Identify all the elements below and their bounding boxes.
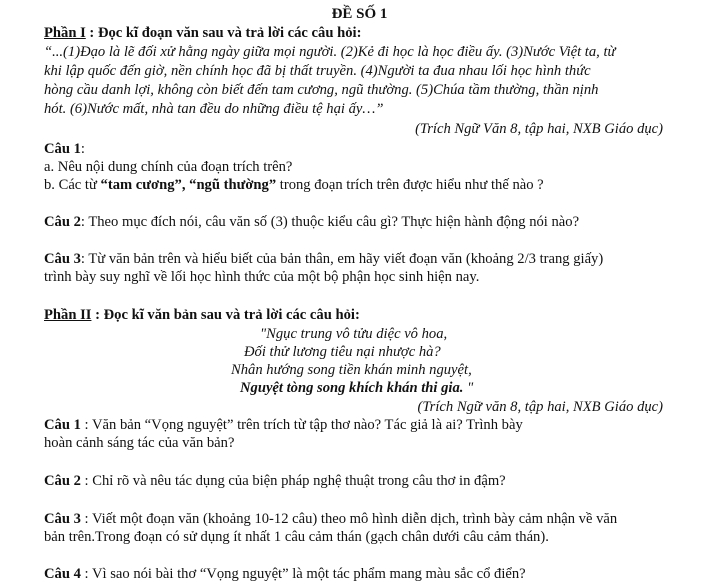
part2-question-2 bbox=[44, 472, 506, 490]
part1-question-2 bbox=[44, 213, 579, 231]
part2-q1-label: Câu 1 bbox=[44, 417, 81, 433]
part1-source: (Trích Ngữ Văn 8, tập hai, NXB Giáo dục) bbox=[415, 121, 663, 137]
exam-title: ĐỀ SỐ 1 bbox=[331, 6, 388, 22]
q1b-term-ngu-thuong: “ngũ thường” bbox=[189, 177, 277, 193]
part1-q3-text-1: : Từ văn bản trên và hiểu biết của bản thân, em hãy viết đoạn văn (khoảng 2/3 trang giấy) bbox=[80, 251, 604, 267]
part1-q1a: a. Nêu nội dung chính của đoạn trích trên? bbox=[44, 159, 293, 175]
part2-source: (Trích Ngữ văn 8, tập hai, NXB Giáo dục) bbox=[417, 399, 663, 415]
part2-q2-label: Câu 2 bbox=[44, 473, 81, 489]
part1-question-1-heading bbox=[44, 140, 85, 158]
part1-passage-line-4: hót. (6)Nước mất, nhà tan đều do những điều tệ hại ấy…” bbox=[44, 101, 384, 117]
part2-heading-rest: : Đọc kĩ văn bản sau và trả lời các câu hỏi: bbox=[91, 307, 360, 323]
poem-line-2: Đối thử lương tiêu nại nhược hà? bbox=[244, 344, 441, 360]
part2-q3-text-1: : Viết một đoạn văn (khoảng 10-12 câu) theo mô hình diễn dịch, trình bày cảm nhận về văn bbox=[80, 511, 618, 527]
q1b-pre: b. Các từ bbox=[44, 177, 101, 193]
part2-question-1-line-2: hoàn cảnh sáng tác của văn bản? bbox=[44, 435, 235, 451]
part2-q2-text: : Chỉ rõ và nêu tác dụng của biện pháp nghệ thuật trong câu thơ in đậm? bbox=[80, 473, 506, 489]
part1-heading bbox=[44, 24, 361, 42]
part1-passage-line-2: khi lập quốc đến giờ, nền chính học đã bị thất truyền. (4)Người ta đua nhau lối học hình thức bbox=[44, 63, 591, 79]
part1-q2-label: Câu 2 bbox=[44, 214, 81, 230]
part2-q4-text: : Vì sao nói bài thơ “Vọng nguyệt” là một tác phẩm mang màu sắc cổ điển? bbox=[80, 566, 526, 582]
part2-heading bbox=[44, 306, 360, 324]
part1-q3-label: Câu 3 bbox=[44, 251, 81, 267]
poem-bold-line: Nguyệt tòng song khích khán thi gia. bbox=[240, 380, 464, 396]
part1-question-3-line-1 bbox=[44, 250, 603, 268]
poem-line-3: Nhân hướng song tiền khán minh nguyệt, bbox=[231, 362, 472, 378]
part1-heading-rest: : Đọc kĩ đoạn văn sau và trả lời các câu hỏi: bbox=[85, 25, 362, 41]
part1-q1-label: Câu 1 bbox=[44, 141, 81, 157]
part2-q3-label: Câu 3 bbox=[44, 511, 81, 527]
part1-q1-colon: : bbox=[80, 141, 85, 157]
part1-q1b bbox=[44, 176, 544, 194]
poem-line-1: "Ngục trung vô tửu diệc vô hoa, bbox=[260, 326, 448, 342]
part2-question-3-line-1 bbox=[44, 510, 617, 528]
part1-passage-line-3: hòng cầu danh lợi, không còn biết đến tam cương, ngũ thường. (5)Chúa tầm thường, thần nịnh bbox=[44, 82, 599, 98]
q1b-term-tam-cuong: “tam cương” bbox=[100, 177, 182, 193]
poem-close-quote: " bbox=[463, 380, 474, 396]
q1b-comma: , bbox=[181, 177, 190, 193]
part2-question-1-line-1 bbox=[44, 416, 523, 434]
poem-line-4 bbox=[240, 379, 473, 397]
part2-question-3-line-2: bản trên.Trong đoạn có sử dụng ít nhất 1 câu cảm thán (gạch chân dưới câu cảm thán). bbox=[44, 529, 549, 545]
part1-passage-line-1: “...(1)Đạo là lẽ đối xử hằng ngày giữa mọi người. (2)Kẻ đi học là học điều ấy. (3)Nước Việt ta, từ bbox=[44, 44, 616, 60]
part2-heading-label: Phần II bbox=[44, 307, 92, 323]
part1-heading-label: Phần I bbox=[44, 25, 86, 41]
q1b-post: trong đoạn trích trên được hiểu như thế nào ? bbox=[276, 177, 544, 193]
part1-q2-text: : Theo mục đích nói, câu văn số (3) thuộc kiểu câu gì? Thực hiện hành động nói nào? bbox=[80, 214, 580, 230]
part2-question-4 bbox=[44, 565, 526, 583]
part1-question-3-line-2: trình bày suy nghĩ về lối học hình thức của một bộ phận học sinh hiện nay. bbox=[44, 269, 480, 285]
part2-q4-label: Câu 4 bbox=[44, 566, 81, 582]
part2-q1-text-1: : Văn bản “Vọng nguyệt” trên trích từ tập thơ nào? Tác giả là ai? Trình bày bbox=[80, 417, 523, 433]
